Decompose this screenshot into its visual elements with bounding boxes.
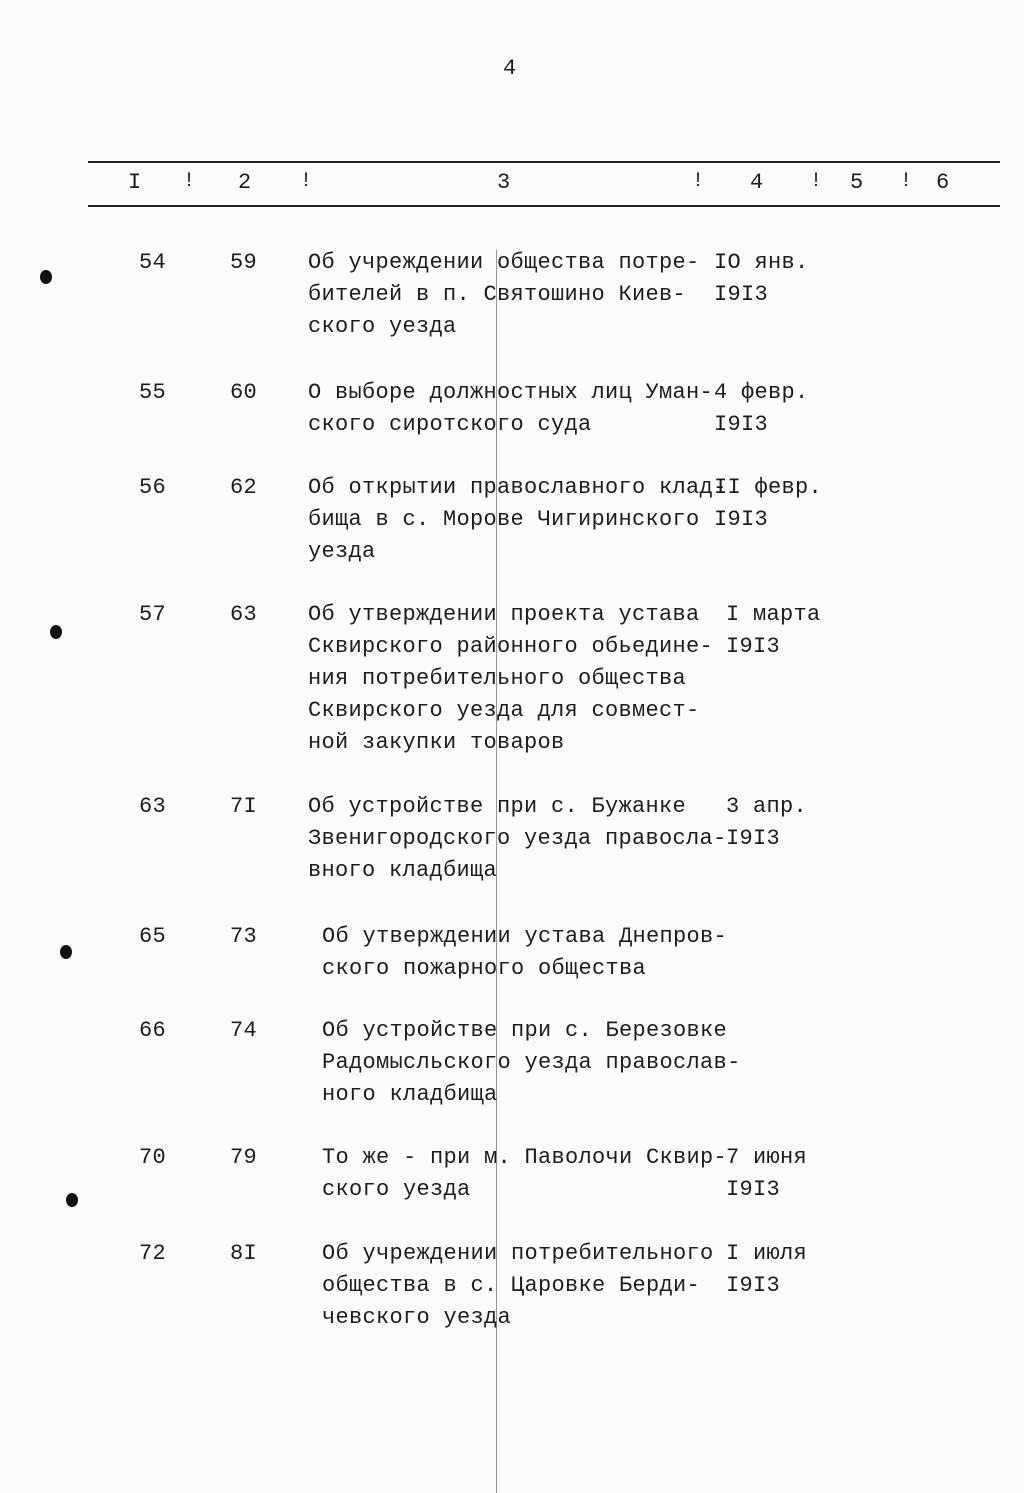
row-number-col1: 55 — [139, 380, 167, 405]
row-number-col1: 57 — [139, 602, 167, 627]
punch-hole — [40, 270, 52, 284]
row-title-line: чевского уезда — [322, 1305, 512, 1330]
row-number-col1: 72 — [139, 1241, 167, 1266]
row-date-line: I9I3 — [726, 826, 781, 851]
row-number-col1: 66 — [139, 1018, 167, 1043]
header-bottom-rule — [88, 205, 1000, 207]
row-number-col2: 60 — [230, 380, 258, 405]
row-date-line: I9I3 — [726, 1177, 781, 1202]
row-title-line: общества в с. Царовке Берди- — [322, 1273, 701, 1298]
row-title-line: То же - при м. Паволочи Сквир- — [322, 1145, 728, 1170]
column-separator: ! — [900, 170, 913, 193]
row-title-line: Об открытии православного клад- — [308, 475, 727, 500]
row-title-line: Сквирского уезда для совмест- — [308, 698, 700, 723]
row-number-col1: 65 — [139, 924, 167, 949]
column-header-5: 5 — [850, 170, 864, 195]
row-title-line: ной закупки товаров — [308, 730, 565, 755]
row-title-line: Звенигородского уезда правосла- — [308, 826, 727, 851]
row-date-line: 7 июня — [726, 1145, 808, 1170]
row-date-line: 4 февр. — [714, 380, 809, 405]
punch-hole — [50, 625, 62, 639]
row-number-col1: 70 — [139, 1145, 167, 1170]
row-date-line: I марта — [726, 602, 821, 627]
column-separator: ! — [692, 170, 705, 193]
row-title-line: бища в с. Морове Чигиринского — [308, 507, 700, 532]
header-top-rule — [88, 161, 1000, 163]
row-number-col1: 56 — [139, 475, 167, 500]
row-number-col2: 7I — [230, 794, 258, 819]
row-number-col1: 54 — [139, 250, 167, 275]
row-number-col2: 8I — [230, 1241, 258, 1266]
row-title-line: Об устройстве при с. Бужанке — [308, 794, 687, 819]
column-header-2: 2 — [238, 170, 252, 195]
row-title-line: ского пожарного общества — [322, 956, 647, 981]
row-title-line: О выборе должностных лиц Уман- — [308, 380, 714, 405]
row-title-line: ского сиротского суда — [308, 412, 592, 437]
row-title-line: вного кладбища — [308, 858, 498, 883]
row-title-line: бителей в п. Святошино Киев- — [308, 282, 687, 307]
row-date-line: I9I3 — [714, 282, 769, 307]
row-date-line: 3 апр. — [726, 794, 808, 819]
row-number-col2: 74 — [230, 1018, 258, 1043]
page-number: 4 — [503, 56, 517, 81]
row-date-line: I июля — [726, 1241, 808, 1266]
punch-hole — [66, 1193, 78, 1207]
row-title-line: Об учреждении потребительного — [322, 1241, 714, 1266]
row-date-line: IO янв. — [714, 250, 809, 275]
row-title-line: Об устройстве при с. Березовке — [322, 1018, 728, 1043]
row-title-line: ского уезда — [308, 314, 457, 339]
row-date-line: I9I3 — [726, 1273, 781, 1298]
row-date-line: II февр. — [714, 475, 823, 500]
row-number-col1: 63 — [139, 794, 167, 819]
punch-hole — [60, 945, 72, 959]
row-number-col2: 73 — [230, 924, 258, 949]
column-separator: ! — [300, 170, 313, 193]
row-number-col2: 63 — [230, 602, 258, 627]
row-title-line: Сквирского районного обьедине- — [308, 634, 714, 659]
row-title-line: Об утверждении устава Днепров- — [322, 924, 728, 949]
row-date-line: I9I3 — [726, 634, 781, 659]
row-title-line: Об учреждении общества потре- — [308, 250, 700, 275]
row-date-line: I9I3 — [714, 507, 769, 532]
row-number-col2: 79 — [230, 1145, 258, 1170]
row-title-line: Радомысльского уезда православ- — [322, 1050, 741, 1075]
row-number-col2: 59 — [230, 250, 258, 275]
row-number-col2: 62 — [230, 475, 258, 500]
column-header-1: I — [128, 170, 142, 195]
row-title-line: Об утверждении проекта устава — [308, 602, 700, 627]
column-header-3: 3 — [497, 170, 511, 195]
row-title-line: уезда — [308, 539, 376, 564]
column-header-6: 6 — [936, 170, 950, 195]
row-date-line: I9I3 — [714, 412, 769, 437]
column-header-4: 4 — [750, 170, 764, 195]
column-separator: ! — [183, 170, 196, 193]
row-title-line: ского уезда — [322, 1177, 471, 1202]
column-separator: ! — [810, 170, 823, 193]
row-title-line: ного кладбища — [322, 1082, 498, 1107]
row-title-line: ния потребительного общества — [308, 666, 687, 691]
